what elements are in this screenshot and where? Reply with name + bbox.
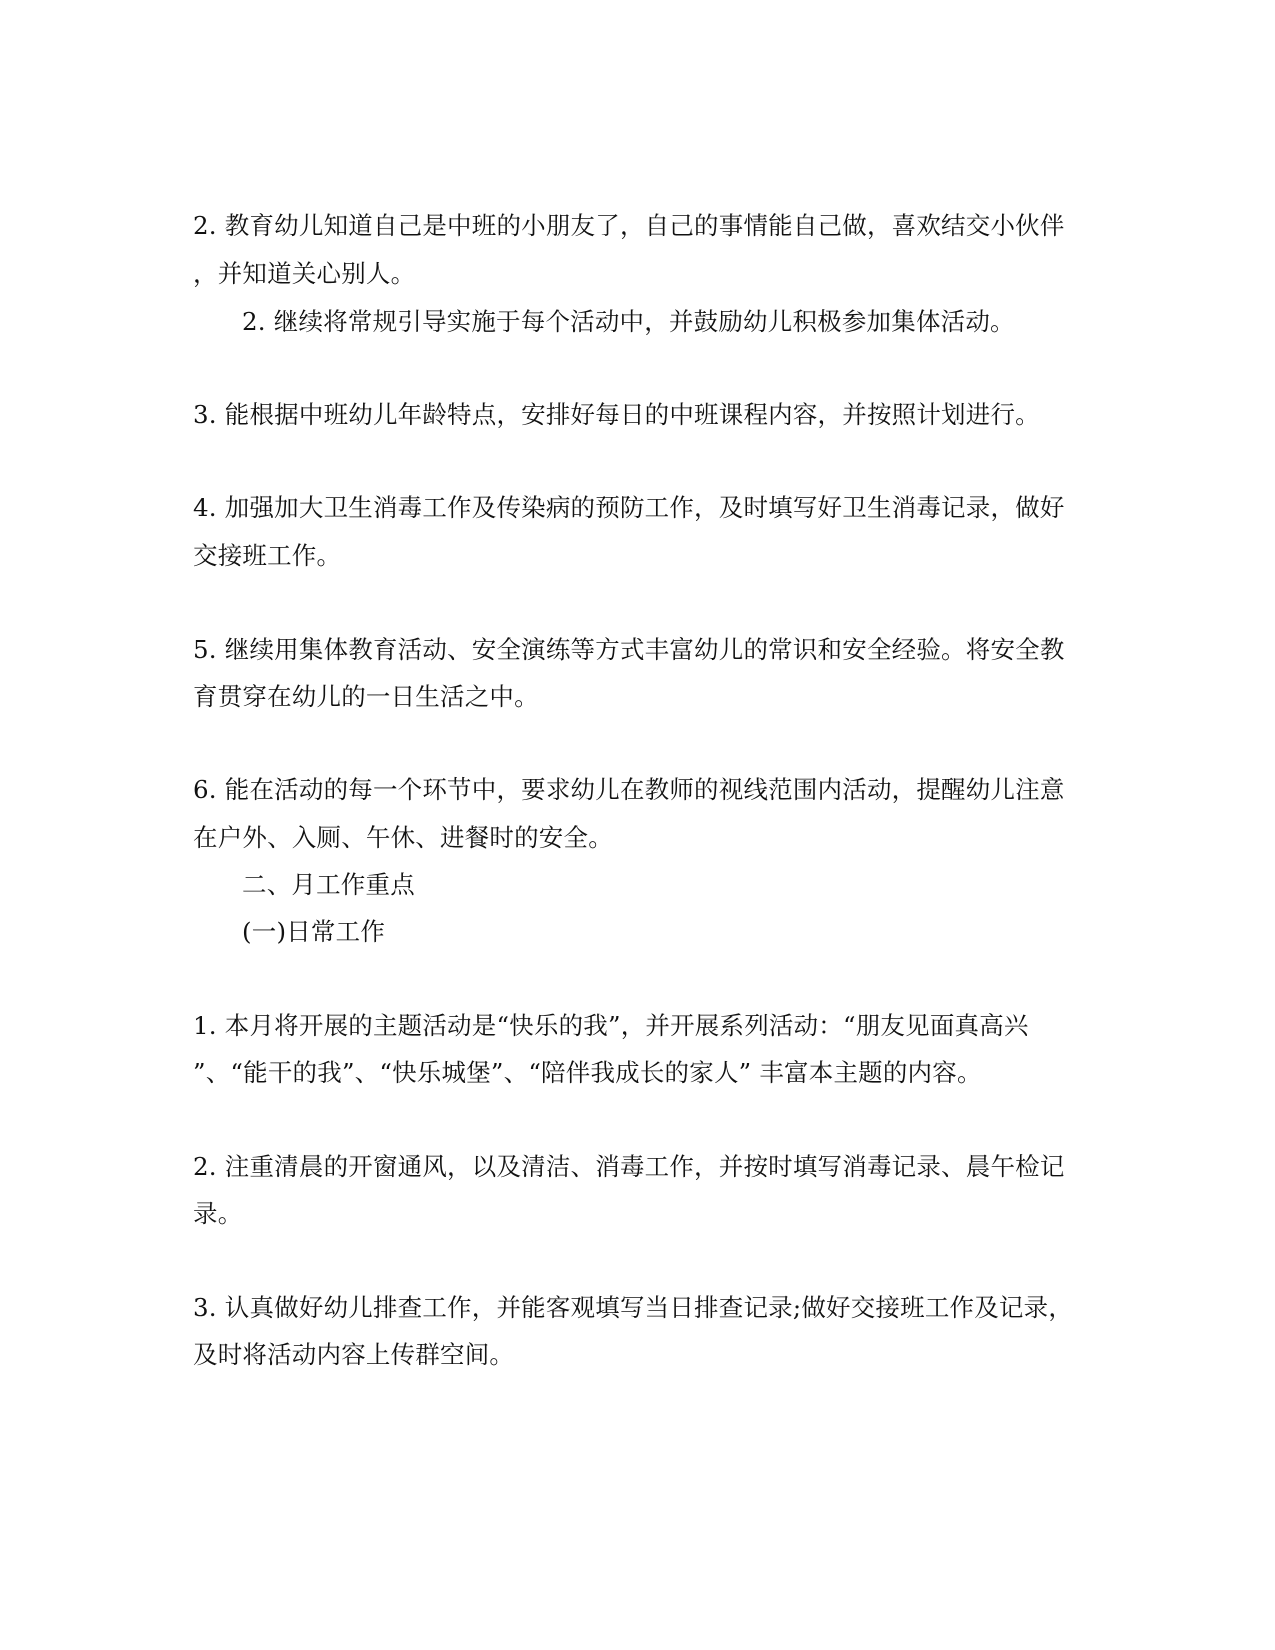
text-line: 交接班工作。: [193, 541, 342, 570]
text-line: ”、“能干的我”、“快乐城堡”、“陪伴我成长的家人” 丰富本主题的内容。: [193, 1058, 982, 1087]
text-line: 在户外、入厕、午休、进餐时的安全。: [193, 823, 613, 852]
text-line: 2. 教育幼儿知道自己是中班的小朋友了，自己的事情能自己做，喜欢结交小伙伴: [193, 211, 1065, 240]
subsection-heading: (一)日常工作: [242, 917, 386, 946]
text-line: 5. 继续用集体教育活动、安全演练等方式丰富幼儿的常识和安全经验。将安全教: [193, 635, 1065, 664]
text-line: 育贯穿在幼儿的一日生活之中。: [193, 682, 539, 711]
section-heading: 二、月工作重点: [242, 870, 415, 899]
text-line: 1. 本月将开展的主题活动是“快乐的我”，并开展系列活动：“朋友见面真高兴: [193, 1011, 1029, 1040]
text-line: 6. 能在活动的每一个环节中，要求幼儿在教师的视线范围内活动，提醒幼儿注意: [193, 775, 1065, 804]
text-line: 录。: [193, 1199, 243, 1228]
text-line: 4. 加强加大卫生消毒工作及传染病的预防工作，及时填写好卫生消毒记录，做好: [193, 493, 1065, 522]
text-line: ，并知道关心别人。: [193, 259, 416, 288]
text-line: 2. 继续将常规引导实施于每个活动中，并鼓励幼儿积极参加集体活动。: [242, 307, 1015, 336]
text-line: 3. 能根据中班幼儿年龄特点，安排好每日的中班课程内容，并按照计划进行。: [193, 400, 1040, 429]
text-line: 及时将活动内容上传群空间。: [193, 1340, 515, 1369]
text-line: 3. 认真做好幼儿排查工作，并能客观填写当日排查记录;做好交接班工作及记录，: [193, 1293, 1074, 1322]
text-line: 2. 注重清晨的开窗通风，以及清洁、消毒工作，并按时填写消毒记录、晨午检记: [193, 1152, 1065, 1181]
